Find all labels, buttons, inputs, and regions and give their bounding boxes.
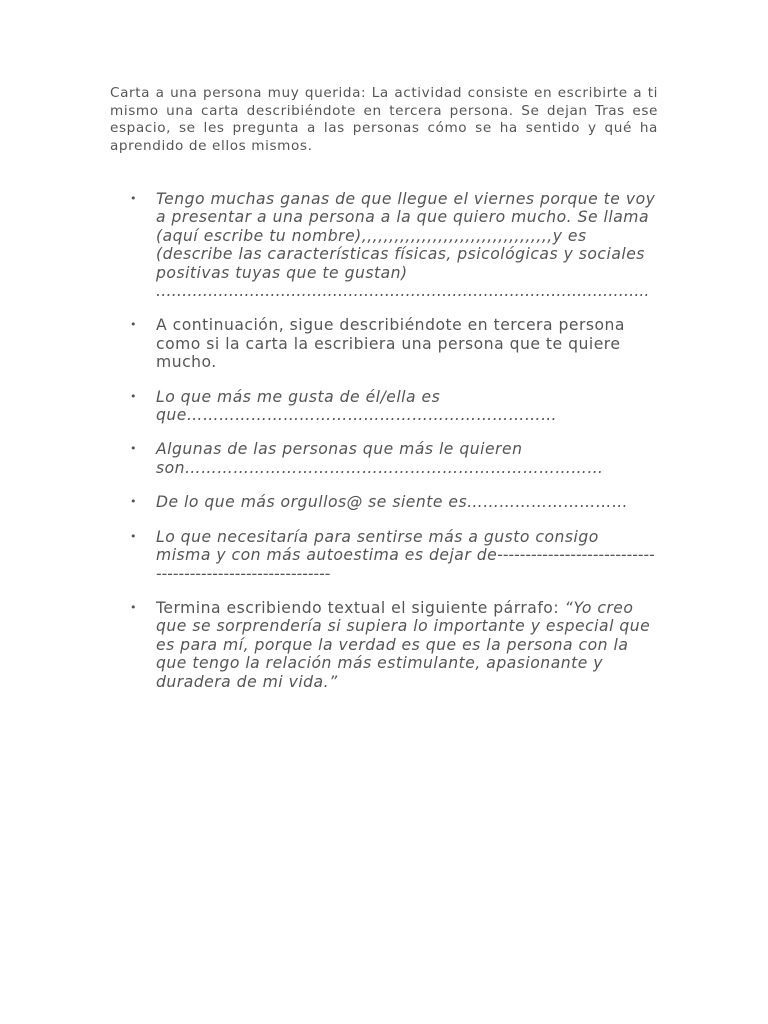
bullet-icon: • — [130, 495, 137, 509]
item-text: A continuación, sigue describiéndote en tercera persona como si la carta la escribiera una persona que te quiere mucho. — [156, 316, 625, 372]
list-item — [128, 316, 658, 371]
fill-in-dashes: ----------------------------------------------------------- — [156, 546, 655, 583]
fill-in-dots: ………………………………………………………………………………….. — [156, 282, 650, 301]
bullet-icon: • — [130, 600, 137, 614]
bullet-icon: • — [130, 192, 137, 205]
item-text: Tengo muchas ganas de que llegue el viernes porque te voy a presentar a una persona a la que quiero mucho. Se llama (aquí escribe tu nombre),,,,,,,,,,,,,,,,,,,,,,,,,,,,,,,,,,,y es (describe las características físicas, psicológicas y sociales positivas tuyas que te gustan) — [156, 190, 656, 282]
list-item — [128, 493, 658, 511]
item-text: Algunas de las personas que más le quieren son…………………………………………………………………… — [156, 440, 604, 477]
bullet-icon: • — [130, 389, 137, 403]
list-item — [128, 388, 658, 425]
list-item — [128, 440, 658, 477]
bullet-icon: • — [130, 529, 137, 543]
item-text: De lo que más orgullos@ se siente es………………………… — [156, 493, 629, 512]
bullet-list — [128, 190, 658, 707]
item-text: Lo que más me gusta de él/ella es que…………………………………………………………… — [156, 387, 558, 425]
bullet-icon: • — [130, 442, 137, 456]
list-item — [128, 599, 658, 691]
item-quote: “Yo creo que se sorprendería si supiera lo importante y especial que es para mí, porque la verdad es que es la persona con la que tengo la relación más estimulante, apasionante y duradera de mi vida.” — [156, 598, 651, 691]
list-item — [128, 190, 658, 300]
item-lead-text: Termina escribiendo textual el siguiente párrafo: — [156, 598, 560, 617]
intro-paragraph: Carta a una persona muy querida: La actividad consiste en escribirte a ti mismo una carta describiéndote en tercera persona. Se dejan Tras ese espacio, se les pregunta a las personas cómo se ha sentido y qué ha aprendido de ellos mismos. — [110, 85, 658, 154]
item-text: Lo que necesitaría para sentirse más a gusto consigo misma y con más autoestima es dejar de — [156, 527, 599, 565]
bullet-icon: • — [130, 318, 137, 332]
list-item — [128, 528, 658, 583]
